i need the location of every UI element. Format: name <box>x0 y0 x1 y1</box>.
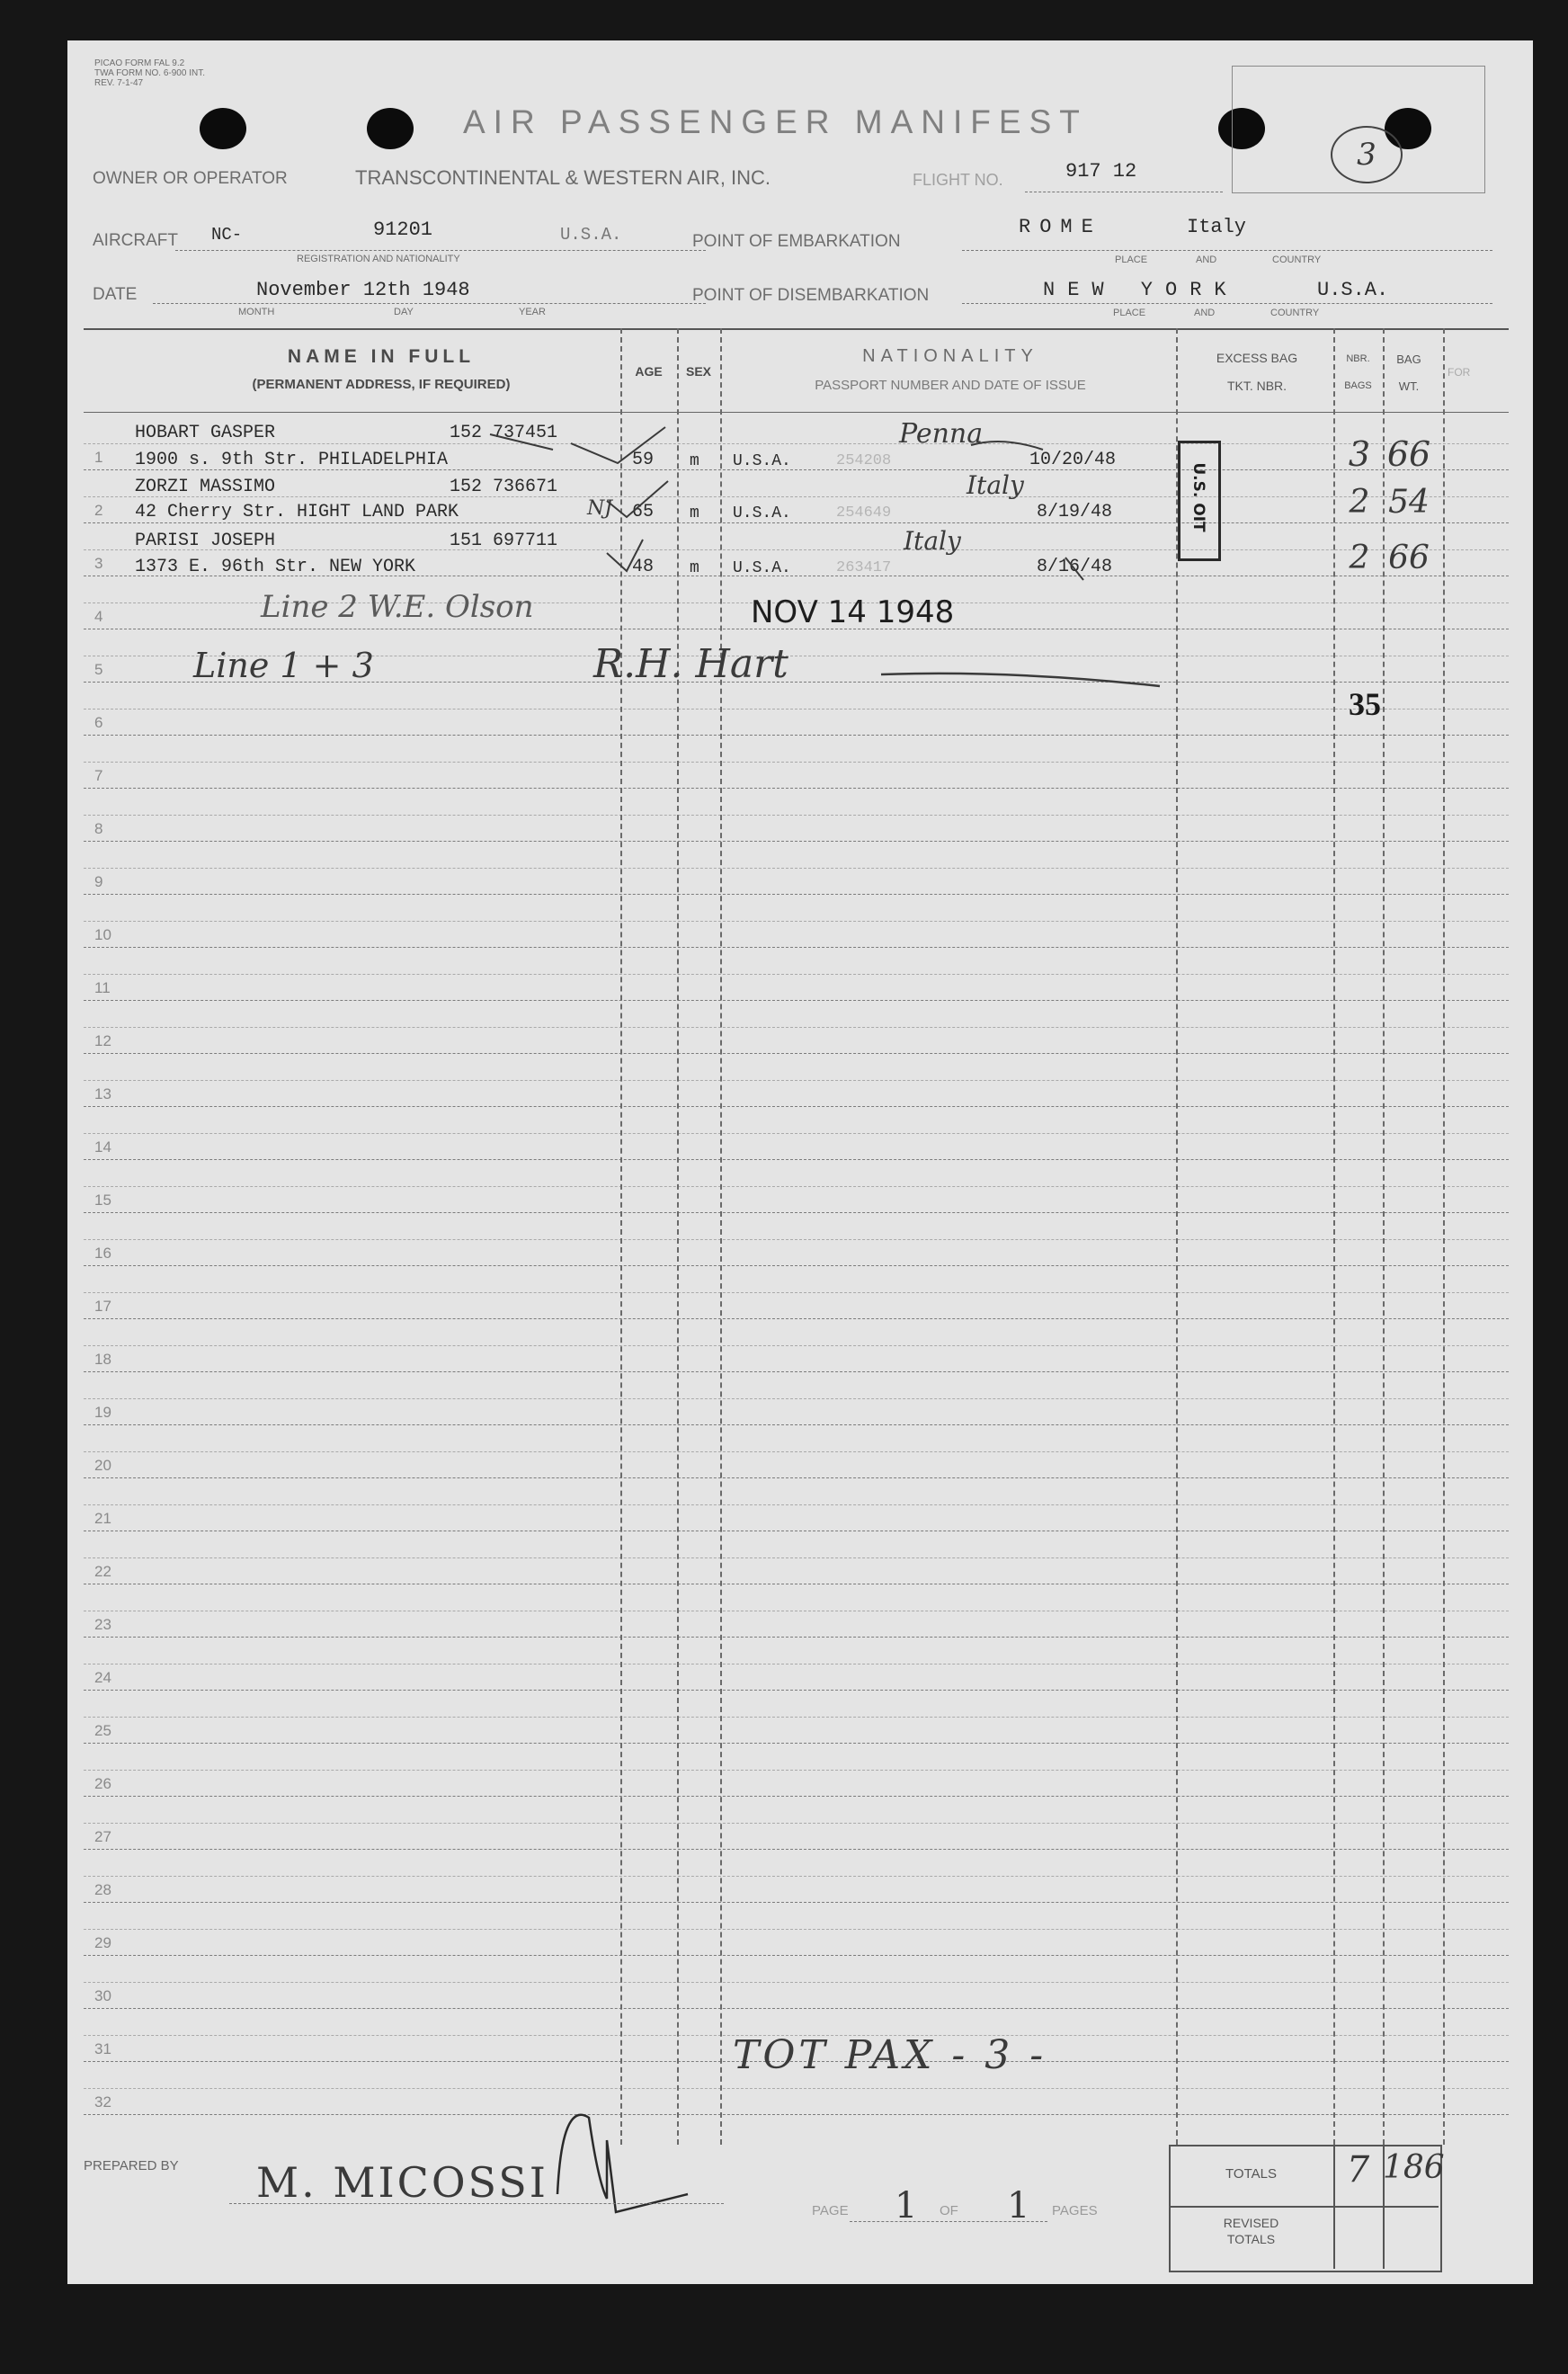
aircraft-prefix: NC- <box>211 225 243 245</box>
page-underline <box>850 2221 1047 2222</box>
passenger-2-nationality: U.S.A. <box>733 504 791 522</box>
disembarkation-label: POINT OF DISEMBARKATION <box>692 286 930 305</box>
col-header-sex: SEX <box>685 364 711 379</box>
country-sublabel: COUNTRY <box>1270 308 1320 318</box>
form-code-line: PICAO FORM FAL 9.2 <box>94 58 185 68</box>
passenger-3-note: Italy <box>904 526 961 556</box>
row-number: 27 <box>94 1828 111 1845</box>
passenger-2-passport-no: 254649 <box>836 504 892 522</box>
passenger-1-passport-date: 10/20/48 <box>1029 450 1117 470</box>
col-header-nbr-sub: BAGS <box>1344 380 1372 391</box>
month-sublabel: MONTH <box>238 307 275 317</box>
bag-count-35: 35 <box>1349 686 1381 722</box>
row-number: 15 <box>94 1191 111 1209</box>
row-number: 19 <box>94 1404 111 1421</box>
passenger-3-bags: 2 <box>1349 540 1370 576</box>
prepared-by-name: M. MICOSSI <box>256 2158 548 2207</box>
and-sublabel: AND <box>1196 254 1217 265</box>
day-sublabel: DAY <box>394 307 414 317</box>
passenger-1-bags: 3 <box>1348 434 1371 474</box>
manifest-title: AIR PASSENGER MANIFEST <box>463 103 1088 140</box>
row-number: 7 <box>94 767 103 784</box>
disembarkation-country: U.S.A. <box>1317 279 1389 301</box>
initials-stroke <box>557 2115 688 2212</box>
totals-divider <box>1169 2206 1439 2208</box>
row-number: 23 <box>94 1616 111 1633</box>
date-value: November 12th 1948 <box>256 279 470 301</box>
page-label: PAGE <box>812 2203 849 2218</box>
line5-note: Line 1 + 3 <box>193 646 374 685</box>
passenger-2-name: ZORZI MASSIMO <box>135 477 276 497</box>
row-number: 26 <box>94 1775 111 1792</box>
row-number: 1 <box>94 449 103 466</box>
row-number: 22 <box>94 1563 111 1580</box>
owner-label: OWNER OR OPERATOR <box>93 169 288 188</box>
col-header-bag: BAG <box>1396 353 1421 366</box>
passenger-1-nationality: U.S.A. <box>733 452 791 470</box>
revised-totals-label <box>1169 2215 1333 2247</box>
circled-number: 3 <box>1331 126 1403 183</box>
embarkation-place: ROME <box>1019 216 1102 238</box>
passenger-2-age: 65 <box>632 502 655 522</box>
passenger-3-age: 48 <box>632 557 655 577</box>
nj-note: NJ <box>587 497 613 520</box>
totals-label: TOTALS <box>1225 2166 1277 2182</box>
passenger-1-passport-no: 254208 <box>836 452 892 469</box>
passenger-3-address: 1373 E. 96th Str. NEW YORK <box>135 557 416 577</box>
and-sublabel: AND <box>1194 308 1216 318</box>
col-header-name: NAME IN FULL <box>287 346 476 367</box>
col-header-name-sub: (PERMANENT ADDRESS, IF REQUIRED) <box>252 377 511 392</box>
page-total: 1 <box>1007 2185 1030 2227</box>
row-number: 11 <box>94 979 111 996</box>
row-number: 3 <box>94 555 103 572</box>
row-number: 12 <box>94 1032 111 1049</box>
flight-label: FLIGHT NO. <box>913 171 1003 189</box>
passenger-2-weight: 54 <box>1388 484 1430 521</box>
row-number: 32 <box>94 2093 111 2111</box>
prepared-by-label: PREPARED BY <box>84 2158 179 2173</box>
passenger-2-bags: 2 <box>1349 484 1370 521</box>
page-number: 1 <box>895 2185 918 2227</box>
passenger-1-weight: 66 <box>1386 434 1431 474</box>
preparer-initials <box>67 40 1533 2284</box>
passenger-3-passport-no: 263417 <box>836 559 892 576</box>
row-number: 4 <box>94 608 103 625</box>
row-number: 2 <box>94 502 103 519</box>
revised-label-line: REVISED <box>1223 2216 1279 2230</box>
row-number: 18 <box>94 1351 111 1368</box>
passenger-3-passport-date: 8/16/48 <box>1037 557 1113 577</box>
totals-bags: 7 <box>1346 2149 1370 2191</box>
year-sublabel: YEAR <box>519 307 546 317</box>
passenger-2-address: 42 Cherry Str. HIGHT LAND PARK <box>135 502 459 522</box>
total-passengers-note: TOT PAX - 3 - <box>733 2032 1047 2078</box>
aircraft-label: AIRCRAFT <box>93 231 178 250</box>
row-number: 5 <box>94 661 103 678</box>
totals-weight: 186 <box>1383 2149 1445 2186</box>
row-number: 30 <box>94 1987 111 2004</box>
revised-label-line: TOTALS <box>1226 2232 1276 2246</box>
embarkation-label: POINT OF EMBARKATION <box>692 232 901 251</box>
passenger-3-weight: 66 <box>1388 540 1430 576</box>
row-number: 25 <box>94 1722 111 1739</box>
passenger-3-sex: m <box>690 559 699 577</box>
row-number: 13 <box>94 1085 111 1102</box>
aircraft-registration: 91201 <box>373 219 433 241</box>
passenger-2-note: Italy <box>967 470 1024 500</box>
col-header-nbr: NBR. <box>1346 353 1370 364</box>
pages-label: PAGES <box>1052 2203 1098 2218</box>
passenger-1-note: Penna <box>899 418 984 450</box>
row-number: 8 <box>94 820 103 837</box>
row-number: 16 <box>94 1245 111 1262</box>
received-date-stamp: NOV 14 1948 <box>751 594 955 630</box>
row-number: 9 <box>94 873 103 890</box>
form-code-line: TWA FORM NO. 6-900 INT. <box>94 68 205 78</box>
passenger-2-sex: m <box>690 504 699 522</box>
row-number: 31 <box>94 2040 111 2057</box>
place-sublabel: PLACE <box>1115 254 1148 265</box>
passenger-2-ticket: 152 736671 <box>450 477 558 497</box>
row-number: 28 <box>94 1881 111 1898</box>
passenger-1-ticket: 152 737451 <box>450 423 558 443</box>
disembarkation-place: NEW YORK <box>1043 279 1239 301</box>
row-number: 6 <box>94 714 103 731</box>
col-header-nationality: NATIONALITY <box>862 346 1038 366</box>
row-number: 17 <box>94 1298 111 1315</box>
col-header-excess: EXCESS BAG <box>1216 351 1298 365</box>
embarkation-country: Italy <box>1187 216 1247 238</box>
line5-signature: R.H. Hart <box>593 641 788 687</box>
row-number: 29 <box>94 1934 111 1951</box>
place-sublabel: PLACE <box>1113 308 1146 318</box>
aircraft-nationality: U.S.A. <box>560 225 622 245</box>
manifest-sheet <box>67 40 1533 2284</box>
line4-note: Line 2 W.E. Olson <box>261 589 534 625</box>
row-number: 14 <box>94 1138 111 1156</box>
col-header-excess-sub: TKT. NBR. <box>1226 379 1287 393</box>
passenger-1-name: HOBART GASPER <box>135 423 276 443</box>
form-code-line: REV. 7-1-47 <box>94 78 144 88</box>
passenger-1-address: 1900 s. 9th Str. PHILADELPHIA <box>135 450 449 470</box>
col-header-age: AGE <box>635 364 663 379</box>
passenger-3-nationality: U.S.A. <box>733 559 791 577</box>
passenger-3-name: PARISI JOSEPH <box>135 531 276 551</box>
of-label: OF <box>940 2203 958 2218</box>
col-header-bag-sub: WT. <box>1398 379 1420 393</box>
col-header-nationality-sub: PASSPORT NUMBER AND DATE OF ISSUE <box>815 378 1086 393</box>
registration-sublabel: REGISTRATION AND NATIONALITY <box>297 254 460 264</box>
usoit-stamp-text: U.S. OIT <box>1189 462 1207 532</box>
passenger-1-age: 59 <box>632 450 655 470</box>
passenger-3-ticket: 151 697711 <box>450 531 558 551</box>
row-number: 21 <box>94 1510 111 1527</box>
row-number: 20 <box>94 1457 111 1474</box>
date-label: DATE <box>93 285 138 304</box>
flight-number: 917 12 <box>1065 160 1137 183</box>
col-header-extra: FOR <box>1448 366 1471 379</box>
owner-value: TRANSCONTINENTAL & WESTERN AIR, INC. <box>355 166 771 189</box>
country-sublabel: COUNTRY <box>1272 254 1322 265</box>
prepared-by-underline <box>229 2203 724 2204</box>
row-number: 10 <box>94 926 111 943</box>
passenger-2-passport-date: 8/19/48 <box>1037 502 1113 522</box>
row-number: 24 <box>94 1669 111 1686</box>
passenger-1-sex: m <box>690 452 699 470</box>
